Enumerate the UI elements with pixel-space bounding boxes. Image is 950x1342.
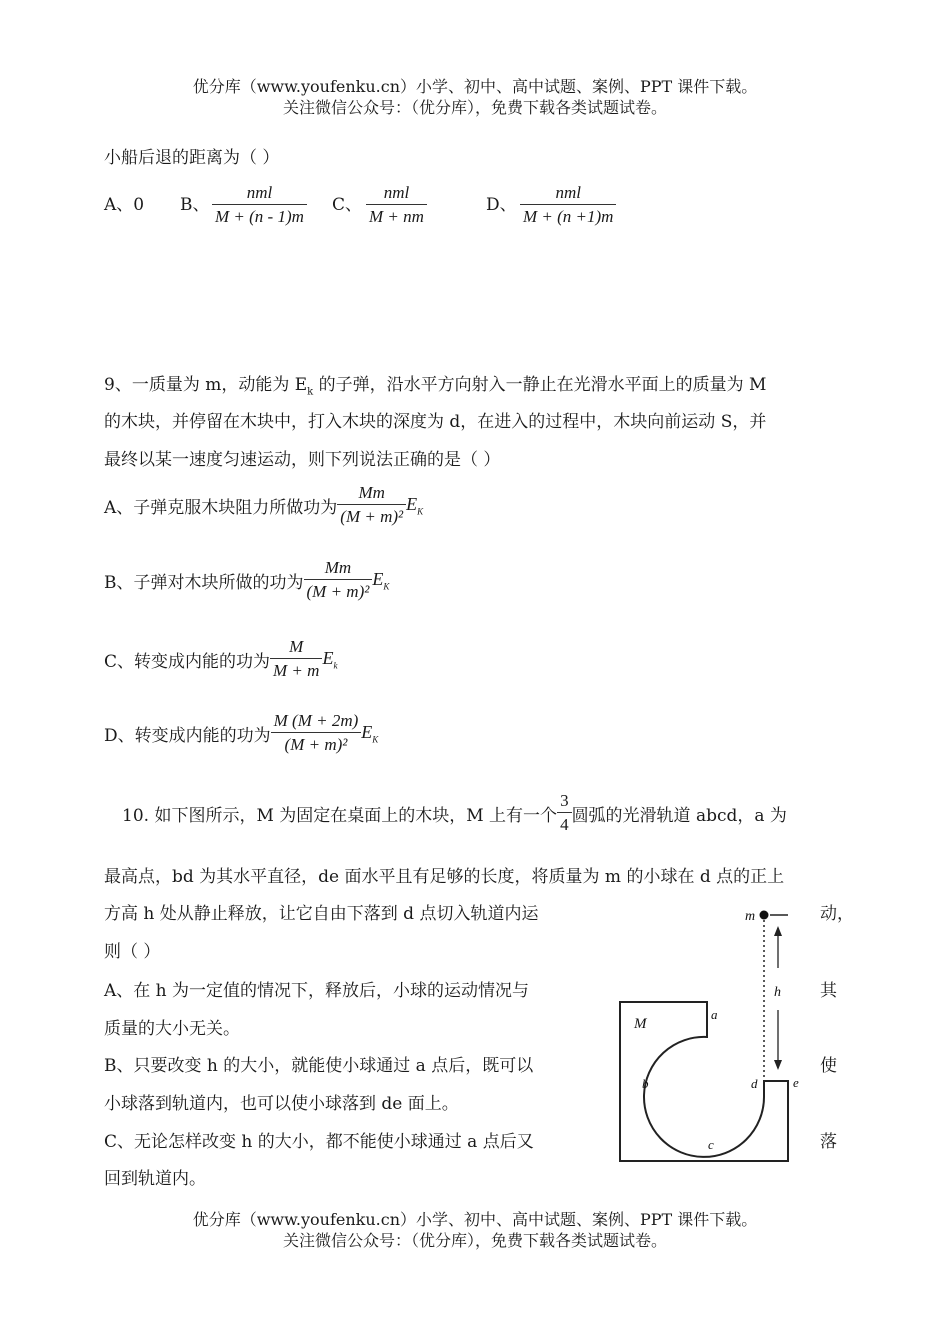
label-c: c: [708, 1137, 714, 1152]
label-m: m: [745, 909, 756, 924]
track-diagram: [610, 900, 810, 1170]
q8-option-d-fraction: [520, 182, 616, 229]
q9-option-d: D、转变成内能的功为 $\frac{M (M + 2m)}{\text{(M + m)²}}$ $E_K$: [104, 710, 378, 757]
q9-option-b: B、子弹对木块所做的功为 $\frac{Mm}{\text{(M + m)²}}$ $E_K$: [104, 557, 389, 604]
q10-option-b-line-1: B、只要改变 h 的大小，就能使小球通过 a 点后，既可以: [104, 1056, 534, 1076]
header-line-1: 优分库（www.youfenku.cn）小学、初中、高中试题、案例、PPT 课件下载。: [192, 77, 758, 96]
label-b: b: [642, 1076, 649, 1091]
label-M: M: [634, 1016, 647, 1032]
q9-line-2: 的木块，并停留在木块中，打入木块的深度为 d，在进入的过程中，木块向前运动 S，并: [104, 412, 767, 432]
q10-option-a-line-1: A、在 h 为一定值的情况下，释放后，小球的运动情况与: [104, 981, 530, 1001]
q8-option-a: A、0: [104, 195, 145, 215]
header-line-2: 关注微信公众号：（优分库），免费下载各类试题试卷。: [282, 98, 667, 117]
q9-option-a: A、子弹克服木块阻力所做功为 $\frac{Mm}{\text{(M + m)²}}$ $E_K$: [104, 482, 423, 529]
arrow-head-up-icon: [774, 926, 782, 936]
q10-option-c-line-2: 回到轨道内。: [104, 1169, 206, 1189]
q9-option-c: C、转变成内能的功为 $\frac{M}{M + m}$ $E_k$: [104, 636, 337, 683]
q8-option-c-label: C、: [332, 195, 363, 215]
q10-option-b-end: 使: [820, 1056, 837, 1076]
q8-c-denominator: M + nm: [366, 204, 427, 229]
q10-line-3-end: 动，: [820, 904, 854, 924]
q8-c-numerator: nml: [383, 183, 410, 202]
q10-option-b-line-2: 小球落到轨道内，也可以使小球落到 de 面上。: [104, 1094, 459, 1114]
label-a: a: [711, 1007, 718, 1022]
q8-option-d-label: D、: [486, 195, 517, 215]
q8-b-numerator: nml: [246, 183, 273, 202]
q8-option-b-label: B、: [180, 195, 210, 215]
q9-line-3: 最终以某一速度匀速运动，则下列说法正确的是（ ）: [104, 450, 501, 470]
q8-option-b-fraction: [212, 182, 307, 229]
q10-option-a-end: 其: [820, 981, 837, 1001]
q9-line-1: 9、一质量为 m，动能为 $E_k$ 的子弹，沿水平方向射入一静止在光滑水平面上的质量为 M: [104, 375, 767, 398]
q10-option-a-line-2: 质量的大小无关。: [104, 1019, 240, 1039]
q8-d-numerator: nml: [555, 183, 581, 202]
q8-stem: 小船后退的距离为（ ）: [104, 148, 280, 168]
footer-line-2: 关注微信公众号：（优分库），免费下载各类试题试卷。: [282, 1231, 667, 1250]
q8-b-denominator: M + (n - 1)m: [212, 204, 307, 229]
q10-line-4: 则（ ）: [104, 942, 161, 962]
footer-line-1: 优分库（www.youfenku.cn）小学、初中、高中试题、案例、PPT 课件下载。: [192, 1210, 758, 1229]
label-h: h: [774, 985, 781, 1000]
q10-option-c-line-1: C、无论怎样改变 h 的大小，都不能使小球通过 a 点后又: [104, 1132, 534, 1152]
ball-m: [760, 911, 769, 920]
arrow-head-down-icon: [774, 1060, 782, 1070]
q8-d-denominator: M + (n +1)m: [520, 204, 616, 229]
q10-line-3: 方高 h 处从静止释放，让它自由下落到 d 点切入轨道内运: [104, 904, 539, 924]
label-d: d: [751, 1076, 758, 1091]
label-e: e: [793, 1075, 799, 1090]
q10-line-2: 最高点，bd 为其水平直径，de 面水平且有足够的长度，将质量为 m 的小球在 d 点的正上: [104, 867, 785, 887]
q8-option-c-fraction: [366, 182, 427, 229]
q10-option-c-end: 落: [820, 1132, 837, 1152]
q10-line-1: 10. 如下图所示，M 为固定在桌面上的木块，M 上有一个 $\frac{3}{4}$ 圆弧的光滑轨道 abcd，a 为: [122, 790, 787, 837]
